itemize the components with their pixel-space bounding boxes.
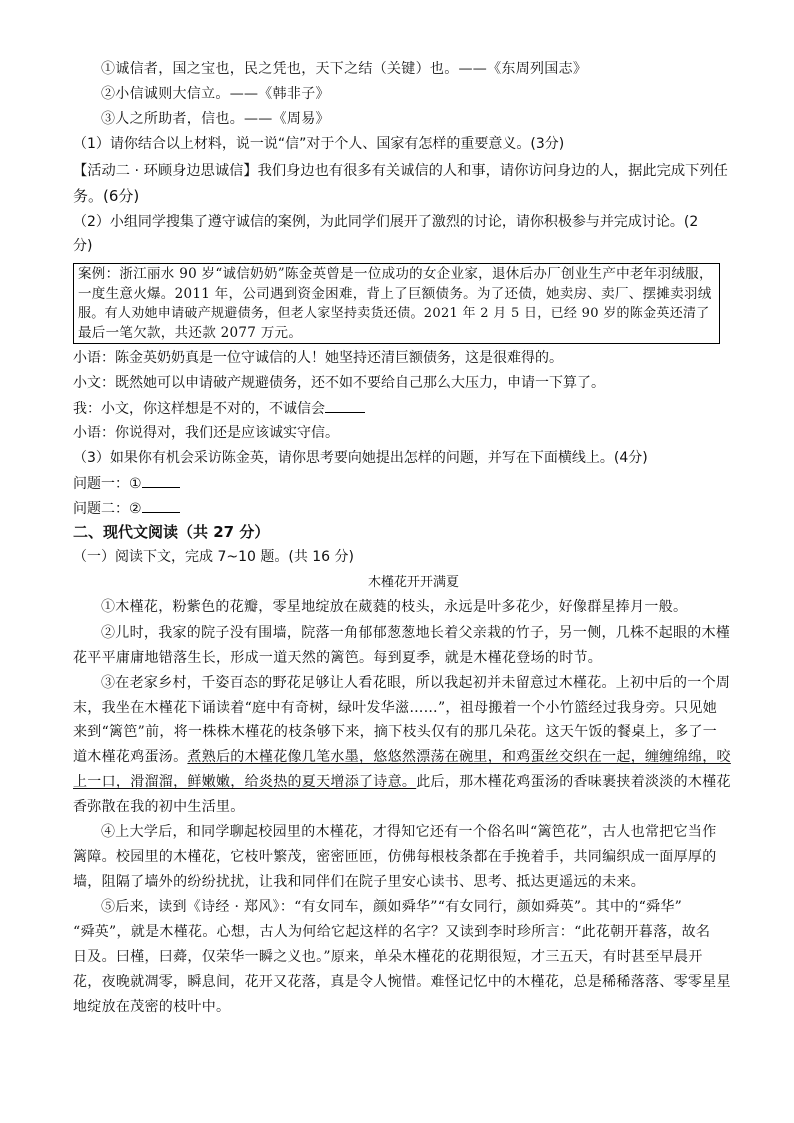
underlined-sentence-part-1: 煮熟后的木槿花像几笔水墨，悠悠然漂荡在碗里，和鸡蛋丝交织在一起，缠缠绵绵，咬 xyxy=(187,749,731,765)
dialogue-line-4: 小语：你说得对，我们还是应该诚实守信。 xyxy=(73,425,339,441)
paragraph-5-line-2: “舜英”，就是木槿花。心想，古人为何给它起这样的名字？又读到李时珍所言：“此花朝开暮落，故名 xyxy=(73,924,711,940)
case-line-2: 一度生意火爆。2011 年，公司遇到资金困难，背上了巨额债务。为了还债，她卖房、卖厂、摆摊卖羽绒 xyxy=(78,286,712,302)
paragraph-3-line-5 xyxy=(73,772,731,792)
article-title: 木槿花开开满夏 xyxy=(368,575,460,590)
paragraph-4-line-1: ④上大学后，和同学聊起校园里的木槿花，才得知它还有一个俗名叫“篱笆花”，古人也常把它当作 xyxy=(101,824,717,840)
paragraph-2-line-1: ②儿时，我家的院子没有围墙，院落一角郁郁葱葱地长着父亲栽的竹子，另一侧，几株不起眼的木槿 xyxy=(101,625,731,641)
question-1-label: 问题一：① xyxy=(73,476,142,492)
paragraph-5-line-3: 日及。曰槿，曰蕣，仅荣华一瞬之义也。”原来，单朵木槿花的花期很短，才三五天，有时甚至早晨开 xyxy=(73,949,703,965)
paragraph-3-line-2: 末，我坐在木槿花下诵读着“庭中有奇树，绿叶发华滋……”，祖母搬着一个小竹篮经过我身旁。只见她 xyxy=(73,700,718,716)
dialogue-line-1: 小语：陈金英奶奶真是一位守诚信的人！她坚持还清巨额债务，这是很难得的。 xyxy=(73,350,563,366)
question-2-label: 问题二：② xyxy=(73,501,142,517)
question-2-line-1: （2）小组同学搜集了遵守诚信的案例，为此同学们展开了激烈的讨论，请你积极参与并完成讨论。(2 xyxy=(73,214,699,230)
paragraph-5-line-1: ⑤后来，读到《诗经 · 郑风》：“有女同车，颜如舜华”“有女同行，颜如舜英”。其中的“舜华” xyxy=(101,899,683,915)
question-line-2 xyxy=(73,498,180,519)
paragraph-4-line-3: 墙，阻隔了墙外的纷纷扰扰，让我和同伴们在院子里安心读书、思考、抵达更遥远的未来。 xyxy=(73,874,645,890)
case-box xyxy=(73,263,720,344)
question-3: （3）如果你有机会采访陈金英，请你思考要向她提出怎样的问题，并写在下面横线上。(4分) xyxy=(73,450,648,466)
underlined-sentence-part-2: 上一口，滑溜溜，鲜嫩嫩，给炎热的夏天增添了诗意。 xyxy=(73,774,417,790)
paragraph-3-plain: 道木槿花鸡蛋汤。 xyxy=(73,749,188,765)
question-2-blank[interactable] xyxy=(142,498,180,513)
case-line-4: 最后一笔欠款，共还款 2077 万元。 xyxy=(78,325,303,341)
dialogue-line-2: 小文：既然她可以申请破产规避债务，还不如不要给自己那么大压力，申请一下算了。 xyxy=(73,375,605,391)
question-1-blank[interactable] xyxy=(142,473,180,488)
dialogue-me: 我：小文，你这样想是不对的，不诚信会 xyxy=(73,401,325,417)
paragraph-3-line-3: 来到“篱笆”前，将一株株木槿花的枝条够下来，摘下枝头仅有的那几朵花。这天午饭的餐桌上，多了一 xyxy=(73,724,718,740)
subsection-1: （一）阅读下文，完成 7~10 题。(共 16 分) xyxy=(73,549,354,565)
paragraph-1: ①木槿花，粉紫色的花瓣，零星地绽放在葳蕤的枝头，永远是叶多花少，好像群星捧月一般。 xyxy=(101,599,688,615)
question-1: （1）请你结合以上材料，说一说“信”对于个人、国家有怎样的重要意义。(3分) xyxy=(73,136,565,152)
material-1: ①诚信者，国之宝也，民之凭也，天下之结（关键）也。——《东周列国志》 xyxy=(101,61,588,77)
paragraph-3-line-4 xyxy=(73,747,731,767)
case-line-3: 服。有人劝她申请破产规避债务，但老人家坚持卖货还债。2021 年 2 月 5 日，已经 90 岁的陈金英还清了 xyxy=(78,306,710,321)
case-line-1: 案例：浙江丽水 90 岁“诚信奶奶”陈金英曾是一位成功的女企业家，退休后办厂创业生产中老年羽绒服， xyxy=(78,266,713,282)
paragraph-4-line-2: 篱障。校园里的木槿花，它枝叶繁茂，密密匝匝，仿佛每根枝条都在手挽着手，共同编织成一面厚厚的 xyxy=(73,849,717,865)
dialogue-line-3 xyxy=(73,398,365,419)
activity-2-line-1: 【活动二 · 环顾身边思诚信】我们身边也有很多有关诚信的人和事，请你访问身边的人，据此完成下列任 xyxy=(73,163,728,179)
question-line-1 xyxy=(73,473,180,494)
paragraph-2-line-2: 花平平庸庸地错落生长，形成一道天然的篱笆。每到夏季，就是木槿花登场的时节。 xyxy=(73,650,603,666)
paragraph-3-continuation: 此后，那木槿花鸡蛋汤的香味裹挟着淡淡的木槿花 xyxy=(416,774,731,790)
material-3: ③人之所助者，信也。——《周易》 xyxy=(101,111,330,127)
material-2: ②小信诚则大信立。——《韩非子》 xyxy=(101,86,330,102)
activity-2-line-2: 务。(6分) xyxy=(73,187,140,205)
paragraph-3-line-6: 香弥散在我的初中生活里。 xyxy=(73,799,245,815)
answer-blank[interactable] xyxy=(325,398,365,413)
paragraph-5-line-5: 地绽放在茂密的枝叶中。 xyxy=(73,999,231,1015)
question-2-line-2: 分) xyxy=(73,238,93,254)
paragraph-5-line-4: 花，夜晚就凋零，瞬息间，花开又花落，真是令人惋惜。难怪记忆中的木槿花，总是稀稀落落、零零星星 xyxy=(73,974,731,990)
section-2-title: 二、现代文阅读（共 27 分） xyxy=(73,523,270,541)
paragraph-3-line-1: ③在老家乡村，千姿百态的野花足够让人看花眼，所以我起初并未留意过木槿花。上初中后的一个周 xyxy=(101,675,731,691)
